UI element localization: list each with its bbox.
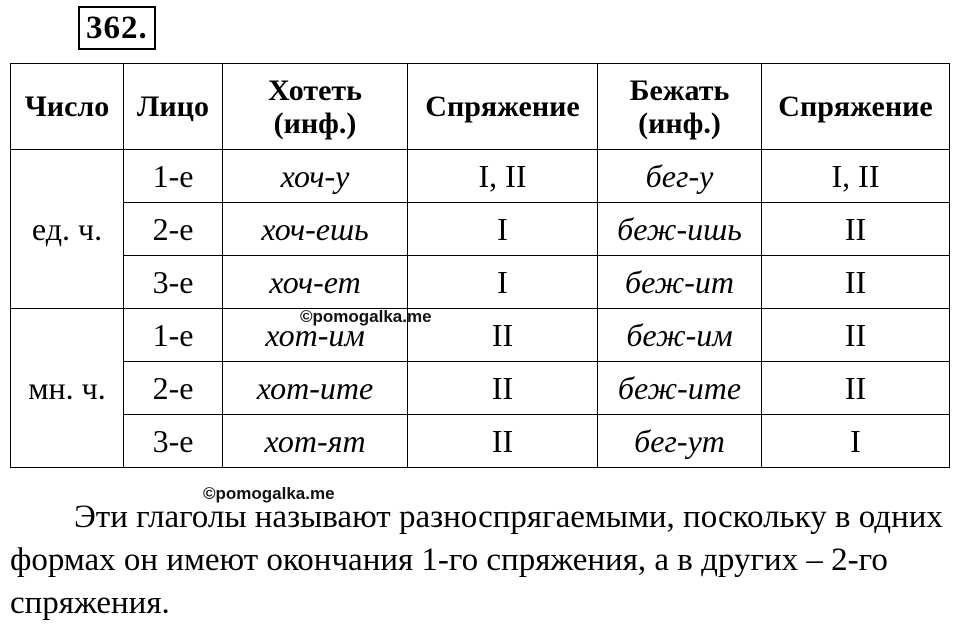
header-run-infinitive: Бежать (инф.) — [598, 64, 762, 150]
want-form-cell: хот-ят — [223, 415, 408, 468]
person-cell: 3-е — [124, 256, 223, 309]
conjugation-table — [10, 63, 950, 468]
header-person: Лицо — [124, 64, 223, 150]
want-form-cell: хоч-ешь — [223, 203, 408, 256]
run-form-cell: беж-ишь — [598, 203, 762, 256]
watermark: ©pomogalka.me — [203, 484, 335, 503]
run-form-cell: бег-у — [598, 150, 762, 203]
want-conjugation-cell: II — [408, 309, 598, 362]
table-row — [11, 415, 950, 468]
table-row — [11, 150, 950, 203]
person-cell: 1-е — [124, 150, 223, 203]
watermark: ©pomogalka.me — [300, 307, 432, 326]
number-plural: мн. ч. — [11, 309, 124, 468]
run-conjugation-cell: II — [762, 256, 950, 309]
want-form-cell: хоч-ет — [223, 256, 408, 309]
header-run-conjugation: Спряжение — [762, 64, 950, 150]
want-conjugation-cell: I, II — [408, 150, 598, 203]
run-conjugation-cell: I — [762, 415, 950, 468]
run-form-cell: беж-ите — [598, 362, 762, 415]
table-row — [11, 203, 950, 256]
person-cell: 2-е — [124, 362, 223, 415]
person-cell: 2-е — [124, 203, 223, 256]
run-form-cell: беж-ит — [598, 256, 762, 309]
exercise-number: 362. — [78, 6, 156, 50]
person-cell: 1-е — [124, 309, 223, 362]
header-number: Число — [11, 64, 124, 150]
header-want-infinitive: Хотеть (инф.) — [223, 64, 408, 150]
table-row — [11, 362, 950, 415]
run-form-cell: беж-им — [598, 309, 762, 362]
explanation-paragraph: Эти глаголы называют разноспрягаемыми, поскольку в одних формах он имеют окончания 1-го спряжения, а в других – 2-го спряжения. — [10, 499, 943, 621]
run-form-cell: бег-ут — [598, 415, 762, 468]
run-conjugation-cell: I, II — [762, 150, 950, 203]
want-form-cell: хот-им — [223, 309, 408, 362]
want-conjugation-cell: I — [408, 256, 598, 309]
run-conjugation-cell: II — [762, 309, 950, 362]
want-conjugation-cell: II — [408, 415, 598, 468]
want-form-cell: хоч-у — [223, 150, 408, 203]
want-form-cell: хот-ите — [223, 362, 408, 415]
header-want-conjugation: Спряжение — [408, 64, 598, 150]
number-singular: ед. ч. — [11, 150, 124, 309]
table-row — [11, 256, 950, 309]
want-conjugation-cell: I — [408, 203, 598, 256]
want-conjugation-cell: II — [408, 362, 598, 415]
run-conjugation-cell: II — [762, 362, 950, 415]
table-row — [11, 309, 950, 362]
run-conjugation-cell: II — [762, 203, 950, 256]
table-header-row — [11, 64, 950, 150]
person-cell: 3-е — [124, 415, 223, 468]
